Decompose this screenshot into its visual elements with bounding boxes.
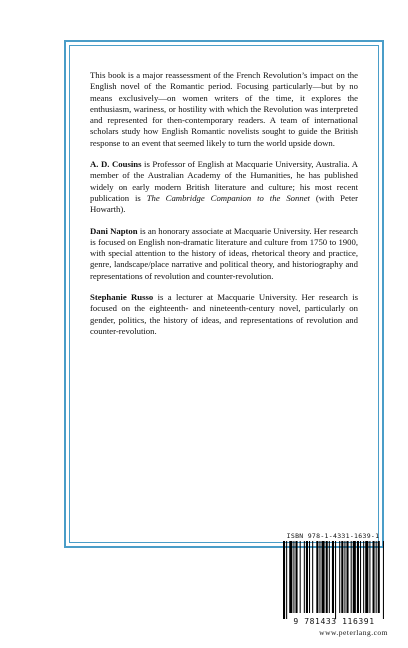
para-0-text: This book is a major reassessment of the French Revolution’s impact on the English novel of the Romantic period. Focusing particularly—but by no means exclusively—on women writers of the time, it explores the enthusiasm, wariness, or hostility with which the Revolution was interpreted and represented for then-contemporary readers. A team of international scholars study how English Romantic novelists sought to guide the British response to an event that seemed likely to turn the world upside down. [90, 70, 358, 148]
author-bio-russo [90, 292, 358, 337]
barcode-bar [369, 541, 370, 613]
isbn-label: ISBN 978-1-4331-1639-1 [286, 532, 380, 540]
barcode-bar [357, 541, 359, 613]
isbn-digits: 9 781433 116391 [293, 617, 375, 626]
book-description [90, 70, 358, 149]
author-name-cousins: A. D. Cousins [90, 159, 142, 170]
barcode-bar [304, 541, 305, 613]
barcode-bar [319, 541, 320, 613]
barcode-bar [286, 541, 287, 619]
publisher-website: www.peterlang.com [319, 628, 388, 637]
barcode-bar [283, 541, 285, 619]
barcode-bar [300, 541, 301, 613]
barcode-bar [309, 541, 310, 613]
barcode-image [282, 541, 386, 619]
barcode-bar [383, 541, 384, 619]
barcode-bar [351, 541, 352, 613]
barcode-bar [353, 541, 356, 613]
author-bio-cousins [90, 159, 358, 215]
barcode-bar [346, 541, 348, 613]
barcode-bar [339, 541, 340, 613]
barcode-bar [295, 541, 297, 613]
barcode-bar [322, 541, 325, 613]
barcode-bar [335, 541, 336, 619]
author-bio-napton [90, 226, 358, 282]
barcode-bar [329, 541, 330, 613]
barcode-bar [363, 541, 364, 613]
barcode-bar [365, 541, 368, 613]
bio-text-napton: is an honorary associate at Macquarie University. Her research is focused on English non-dramatic literature and culture from 1750 to 1900, with special attention to the history of ideas, rhetorical theory and practice, genre, landscape/place narrative and political theory, and historiography and representations of revolution and counter-revolution. [90, 225, 358, 281]
barcode-bar [306, 541, 308, 613]
bio-tail-cousins: (with Peter Howarth). [90, 192, 358, 215]
book-title-italic: The Cambridge Companion to the Sonnet [146, 192, 310, 203]
barcode-bar [378, 541, 380, 613]
barcode-bar [373, 541, 375, 613]
barcode-bar [326, 541, 328, 613]
barcode-bar [289, 541, 292, 613]
barcode-bar [332, 541, 334, 613]
blurb-content [90, 70, 358, 347]
barcode-bar [293, 541, 294, 613]
author-name-russo: Stephanie Russo [90, 292, 154, 303]
barcode-bar [312, 541, 313, 613]
barcode-bar [316, 541, 318, 613]
barcode-bar [341, 541, 343, 613]
barcode-bar [376, 541, 377, 613]
barcode-bar [344, 541, 345, 613]
author-name-napton: Dani Napton [90, 225, 138, 236]
bio-text-cousins: is Professor of English at Macquarie University, Australia. A member of the Australian Academy of the Humanities, he has published widely on early modern British literature and culture; his most recent publication is [90, 159, 358, 203]
bio-text-russo: is a lecturer at Macquarie University. Her research is focused on the eighteenth- and nineteenth-century novel, particularly on gender, politics, the history of ideas, and representations of revolution and counter-revolution. [90, 292, 358, 336]
barcode-bar [360, 541, 361, 613]
